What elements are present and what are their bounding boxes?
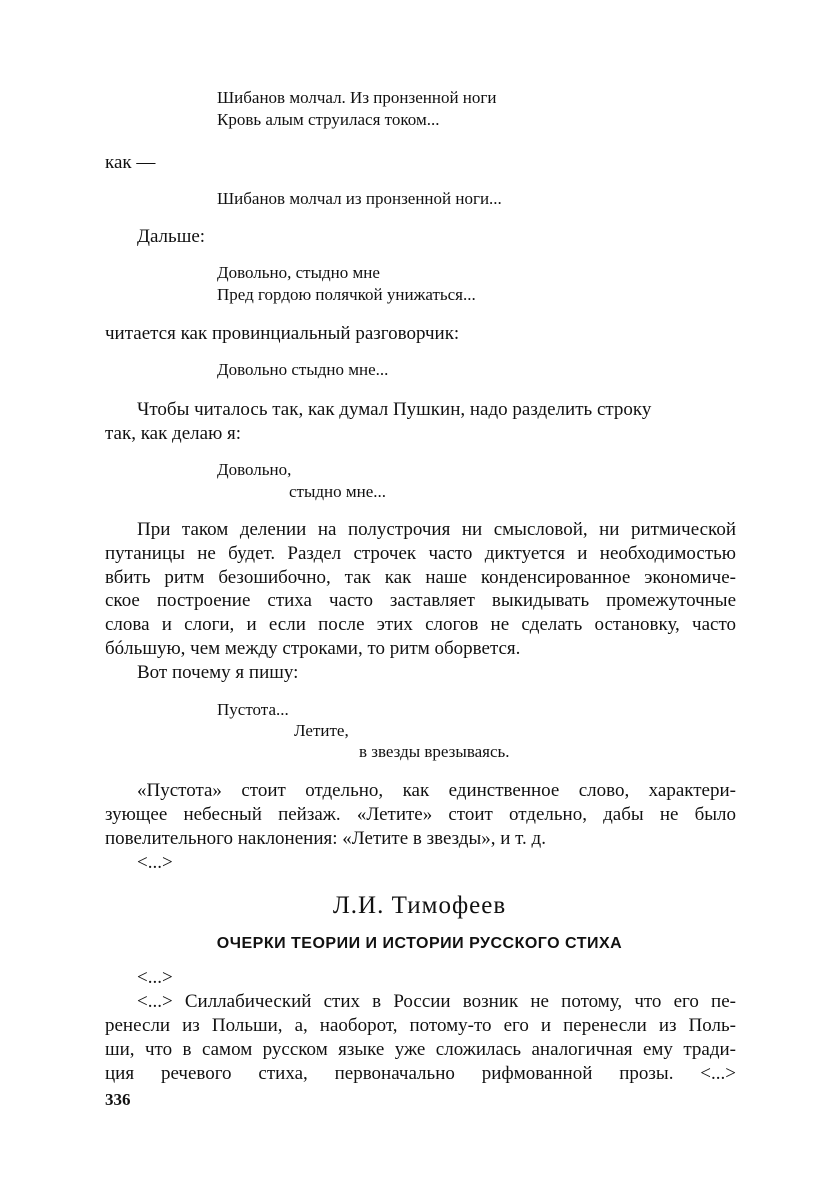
page-number: 336 (105, 1090, 131, 1109)
prose-line: читается как провинциальный разговорчик: (105, 323, 460, 344)
verse-line: Довольно стыдно мне... (217, 360, 389, 379)
prose-line: путаницы не будет. Раздел строчек часто диктуется и необходимостью (105, 543, 736, 564)
work-title: ОЧЕРКИ ТЕОРИИ И ИСТОРИИ РУССКОГО СТИХА (216, 935, 623, 952)
prose-line: вбить ритм безошибочно, так как наше конденсированное экономиче- (105, 567, 736, 588)
prose-line: бóльшую, чем между строками, то ритм оборвется. (105, 638, 521, 659)
prose-line: Дальше: (137, 226, 206, 247)
prose-line: Вот почему я пишу: (137, 662, 299, 683)
prose-line: ши, что в самом русском языке уже сложилась аналогичная ему тради- (105, 1039, 736, 1060)
prose-line: ция речевого стиха, первоначально рифмованной прозы. <...> (105, 1063, 736, 1084)
verse-line: Пустота... (217, 700, 289, 719)
verse-line: Кровь алым струилася током... (217, 110, 440, 129)
verse-line: Шибанов молчал. Из пронзенной ноги (217, 88, 497, 107)
verse-line: Пред гордою полячкой унижаться... (217, 285, 476, 304)
prose-line: <...> Силлабический стих в России возник не потому, что его пе- (137, 991, 736, 1012)
prose-line: зующее небесный пейзаж. «Летите» стоит отдельно, дабы не было (105, 804, 736, 825)
prose-line: <...> (137, 852, 173, 873)
prose-line: как — (105, 152, 156, 173)
prose-line: Чтобы читалось так, как думал Пушкин, надо разделить строку (137, 399, 652, 420)
prose-line: слова и слоги, и если после этих слогов не сделать остановку, часто (105, 614, 736, 635)
verse-line: Довольно, стыдно мне (217, 263, 380, 282)
verse-line: Шибанов молчал из пронзенной ноги... (217, 189, 502, 208)
prose-line: ское построение стиха часто заставляет выкидывать промежуточные (105, 590, 736, 611)
prose-line: так, как делаю я: (105, 423, 242, 444)
prose-line: При таком делении на полустрочия ни смысловой, ни ритмической (137, 519, 736, 540)
verse-line: стыдно мне... (289, 482, 387, 501)
author-heading: Л.И. Тимофеев (332, 892, 507, 919)
verse-line: в звезды врезываясь. (359, 742, 510, 761)
prose-line: «Пустота» стоит отдельно, как единственное слово, характери- (137, 780, 736, 801)
prose-line: повелительного наклонения: «Летите в звезды», и т. д. (105, 828, 546, 849)
verse-line: Довольно, (217, 460, 292, 479)
prose-line: ренесли из Польши, а, наоборот, потому-то его и перенесли из Поль- (105, 1015, 736, 1036)
verse-line: Летите, (294, 721, 349, 740)
prose-line: <...> (137, 967, 173, 988)
